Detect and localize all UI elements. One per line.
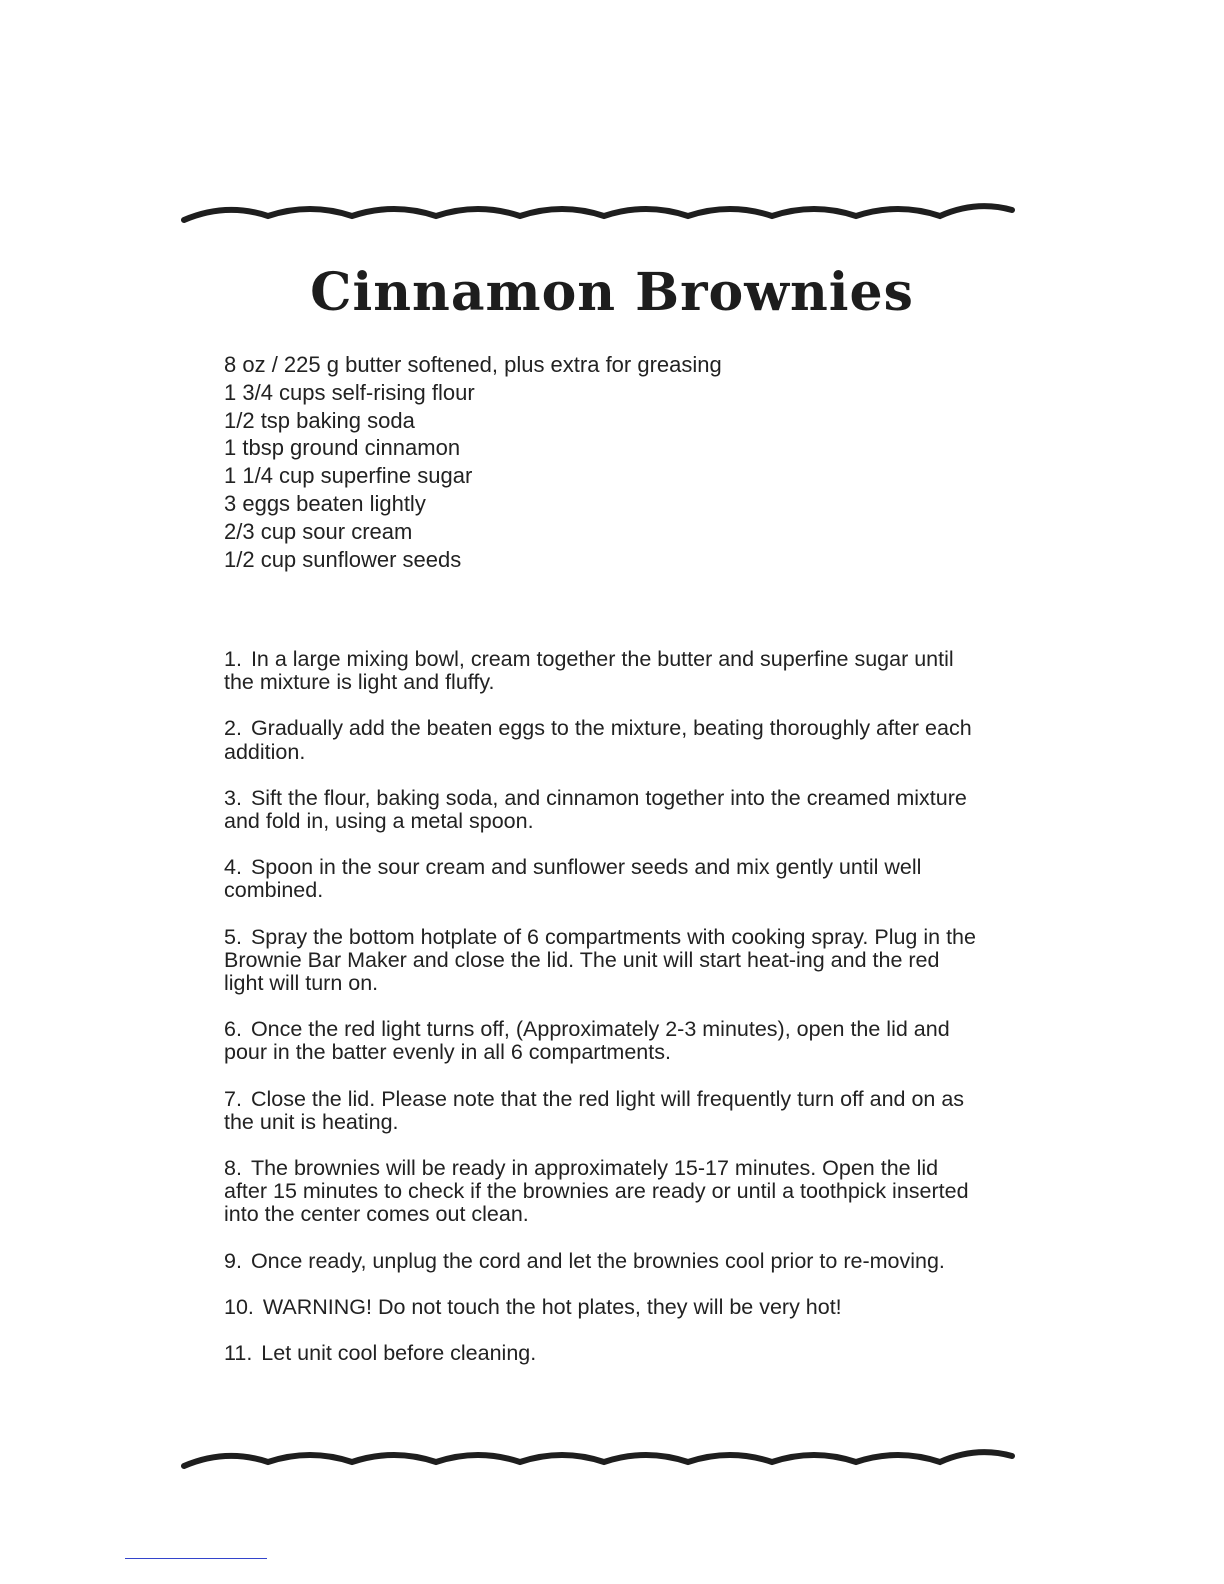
top-wavy-divider <box>180 196 1016 236</box>
step-number: 1. <box>224 647 242 671</box>
step-number: 10. <box>224 1294 254 1319</box>
step-number: 5. <box>224 924 242 949</box>
step-number: 3. <box>224 785 242 810</box>
step-number: 4. <box>224 855 242 880</box>
step-text: Sift the flour, baking soda, and cinnamon together into the creamed mixture and fold in, using a metal spoon. <box>224 785 967 834</box>
step-number: 11. <box>224 1341 253 1366</box>
instruction-step <box>224 1018 984 1064</box>
ingredient-item: 1 1/4 cup superfine sugar <box>224 463 473 489</box>
instruction-step <box>224 926 984 996</box>
step-number: 7. <box>224 1086 242 1111</box>
ingredient-item: 8 oz / 225 g butter softened, plus extra for greasing <box>224 352 722 377</box>
instruction-step <box>224 1342 984 1365</box>
instruction-step <box>224 787 984 833</box>
recipe-title: Cinnamon Brownies <box>310 262 914 323</box>
ingredient-item: 1/2 cup sunflower seeds <box>224 546 462 572</box>
instruction-step <box>224 856 984 902</box>
instruction-step <box>224 1088 984 1134</box>
step-number: 8. <box>224 1156 242 1181</box>
instruction-step <box>224 717 984 763</box>
instruction-step <box>224 1157 984 1227</box>
ingredient-item: 1 3/4 cups self-rising flour <box>224 379 475 405</box>
step-text: In a large mixing bowl, cream together the butter and superfine sugar until the mixture is light and fluffy. <box>224 647 954 695</box>
step-number: 9. <box>224 1248 242 1273</box>
step-text: Let unit cool before cleaning. <box>261 1341 537 1366</box>
step-number: 2. <box>224 716 242 741</box>
step-text: The brownies will be ready in approximately 15-17 minutes. Open the lid after 15 minutes to check if the brownies are ready or until a toothpick inserted into the center comes out clean. <box>224 1156 969 1227</box>
step-text: Spoon in the sour cream and sunflower seeds and mix gently until well combined. <box>224 855 922 903</box>
ingredient-list <box>224 351 1004 573</box>
step-number: 6. <box>224 1017 242 1042</box>
instruction-step <box>224 648 984 694</box>
step-text: Close the lid. Please note that the red light will frequently turn off and on as the unit is heating. <box>224 1086 965 1134</box>
step-text: Once the red light turns off, (Approximately 2-3 minutes), open the lid and pour in the batter evenly in all 6 compartments. <box>224 1017 950 1065</box>
instruction-step <box>224 1296 984 1319</box>
step-text: WARNING! Do not touch the hot plates, they will be very hot! <box>262 1294 842 1319</box>
step-text: Gradually add the beaten eggs to the mixture, beating thoroughly after each addition. <box>224 716 972 764</box>
instruction-step <box>224 1250 984 1273</box>
ingredient-item: 2/3 cup sour cream <box>224 518 413 544</box>
ingredient-item: 1 tbsp ground cinnamon <box>224 435 461 461</box>
ingredient-item: 3 eggs beaten lightly <box>224 490 426 516</box>
instruction-list <box>224 648 984 1388</box>
step-text: Once ready, unplug the cord and let the brownies cool prior to re-moving. <box>250 1248 945 1273</box>
footer-rule <box>125 1558 267 1559</box>
ingredient-item: 1/2 tsp baking soda <box>224 407 415 433</box>
bottom-wavy-divider <box>180 1442 1016 1482</box>
step-text: Spray the bottom hotplate of 6 compartments with cooking spray. Plug in the Brownie Bar Maker and close the lid. The unit will start heat-ing and the red light will turn on. <box>224 924 976 996</box>
